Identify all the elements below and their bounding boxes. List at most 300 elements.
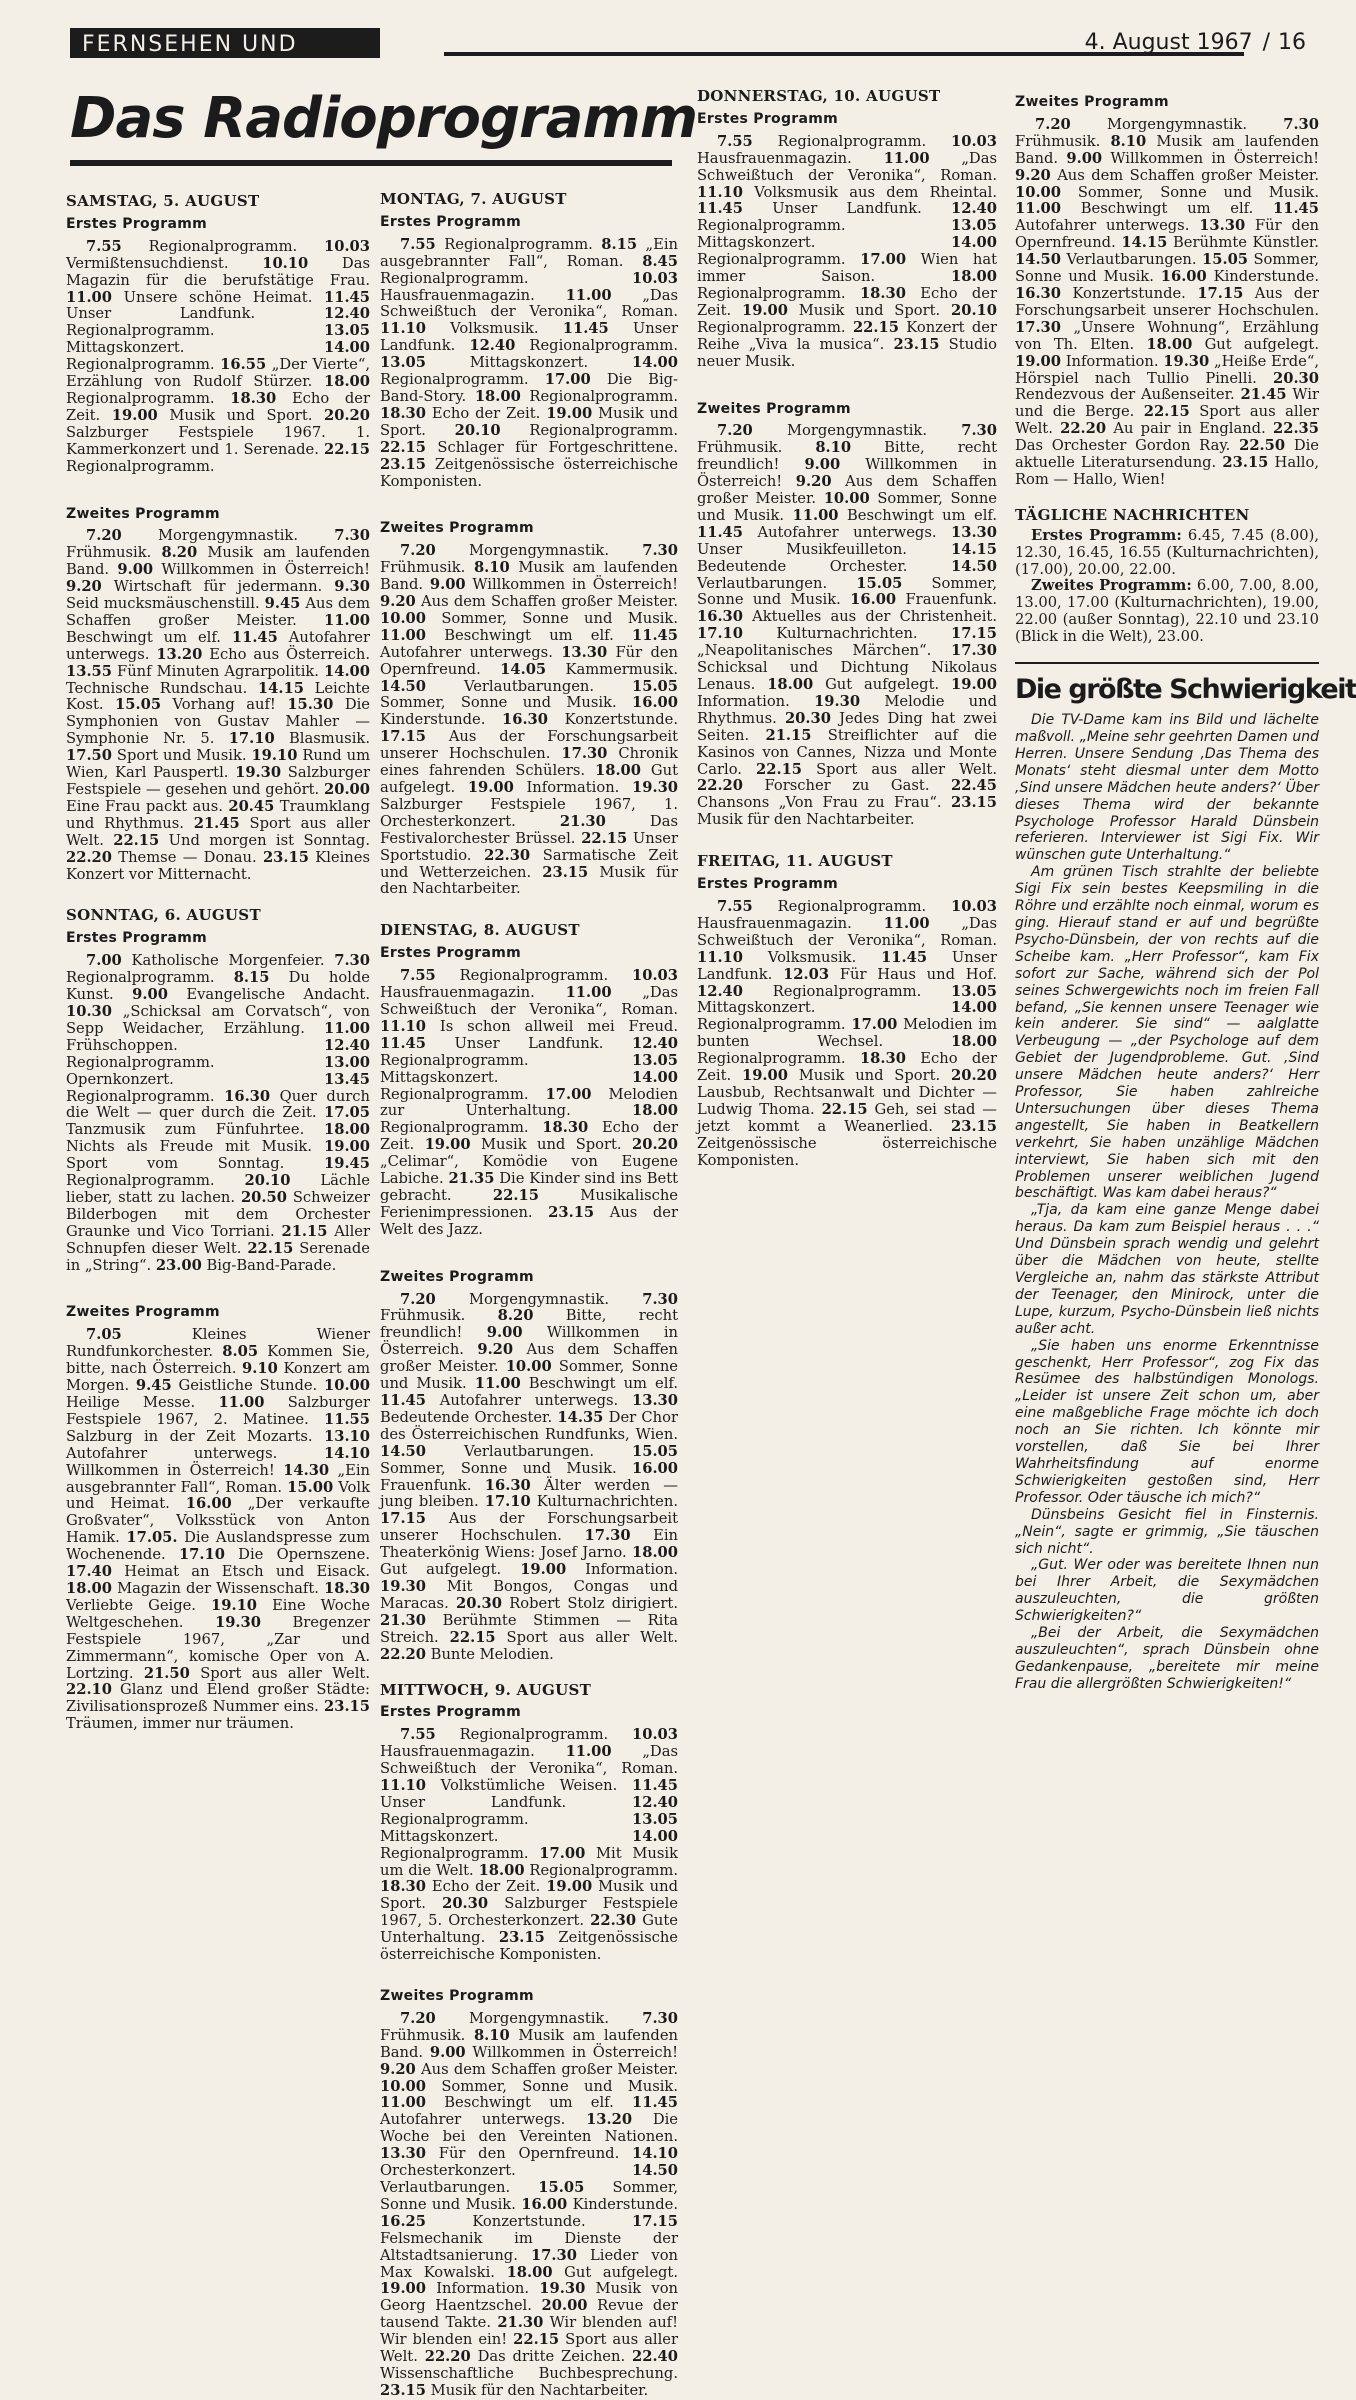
day-heading-dienstag: DIENSTAG, 8. AUGUST	[380, 921, 580, 940]
title-rule	[70, 160, 672, 166]
time-stamp: 17.15	[1197, 284, 1244, 302]
time-stamp: 9.00	[1066, 149, 1103, 167]
time-stamp: 19.30	[539, 2280, 586, 2298]
time-stamp: 19.00	[111, 406, 158, 424]
time-stamp: 21.30	[559, 812, 606, 830]
day-heading-mittwoch: MITTWOCH, 9. AUGUST	[380, 1680, 592, 1699]
time-stamp: 9.30	[334, 578, 370, 596]
time-stamp: 16.30	[484, 1476, 531, 1494]
time-stamp: 19.30	[814, 692, 861, 710]
time-stamp: 23.15	[1222, 454, 1269, 472]
time-stamp: 18.00	[324, 1121, 370, 1139]
time-stamp: 17.30	[1015, 318, 1061, 336]
time-stamp: 13.20	[156, 645, 203, 663]
time-stamp: 12.40	[469, 337, 516, 355]
time-stamp: 7.30	[334, 952, 370, 970]
time-stamp: 19.00	[520, 1561, 567, 1579]
time-stamp: 22.30	[484, 846, 531, 864]
time-stamp: 11.45	[1273, 200, 1319, 218]
time-stamp: 20.10	[244, 1172, 291, 1190]
time-stamp: 13.30	[632, 1392, 678, 1409]
time-stamp: 9.20	[477, 1341, 514, 1359]
program-label: Erstes Programm	[697, 110, 839, 127]
time-stamp: 13.10	[324, 1427, 370, 1445]
time-stamp: 9.00	[804, 456, 841, 474]
time-stamp: 9.20	[380, 2060, 416, 2078]
section-label: FERNSEHEN UND RADIO	[70, 28, 380, 58]
time-stamp: 11.10	[380, 1777, 426, 1795]
program-label: Erstes Programm	[697, 876, 839, 893]
news-first-program	[1015, 528, 1319, 579]
program-listing: 7.55 Regionalprogramm. 10.03 Hausfrauenmagazin. 11.00 „Das Schweißtuch der Veronika“, Roman. 11.10 Volkstümliche Weisen. 11.45 Unser Landfunk. 12.40 Regionalprogramm. 13.05 Mittagskonzert. 14.00 Regionalprogramm. 17.00 Mit Musik um die Welt. 18.00 Regionalprogramm. 18.30 Echo der Zeit. 19.00 Musik und Sport. 20.30 Salzburger Festspiele 1967, 5. Orchesterkonzert. 22.30 Gute Unterhaltung. 23.15 Zeitgenössische österreichische Komponisten.	[380, 1726, 678, 1964]
time-stamp: 15.05	[115, 696, 162, 714]
time-stamp: 18.00	[1146, 335, 1193, 353]
time-stamp: 11.00	[324, 611, 370, 629]
time-stamp: 14.50	[1015, 251, 1061, 269]
time-stamp: 18.30	[324, 1579, 370, 1597]
time-stamp: 15.05	[856, 574, 903, 592]
time-stamp: 14.00	[632, 354, 678, 372]
time-stamp: 11.00	[883, 914, 930, 932]
time-stamp: 19.00	[324, 1138, 370, 1156]
program-label: Erstes Programm	[66, 215, 208, 232]
program-label: Erstes Programm	[66, 930, 208, 947]
program-label: Zweites Programm	[697, 400, 851, 417]
time-stamp: 10.10	[262, 254, 309, 272]
program-label: Erstes Programm	[380, 213, 522, 230]
time-stamp: 8.10	[815, 439, 852, 457]
time-stamp: 15.30	[287, 696, 334, 714]
time-stamp: 10.03	[951, 132, 997, 150]
time-stamp: 17.15	[632, 2212, 678, 2230]
time-stamp: 17.30	[530, 2246, 577, 2264]
time-stamp: 20.20	[324, 406, 370, 424]
time-stamp: 19.45	[324, 1155, 370, 1173]
time-stamp: 7.30	[642, 2009, 678, 2027]
time-stamp: 23.15	[498, 1929, 545, 1947]
time-stamp: 16.00	[1160, 268, 1207, 286]
time-stamp: 18.00	[632, 1102, 678, 1120]
program-label: Erstes Programm	[380, 945, 522, 962]
time-stamp: 21.30	[380, 1611, 426, 1629]
time-stamp: 17.15	[380, 728, 426, 746]
time-stamp: 7.30	[642, 542, 678, 560]
program-label: Zweites Programm	[1015, 94, 1169, 110]
time-stamp: 20.30	[784, 709, 831, 727]
time-stamp: 23.15	[324, 1698, 370, 1716]
time-stamp: 11.00	[565, 984, 612, 1002]
time-stamp: 14.05	[500, 660, 547, 678]
time-stamp: 13.20	[586, 2111, 633, 2129]
time-stamp: 19.00	[951, 676, 997, 693]
time-stamp: 21.30	[497, 2314, 544, 2332]
time-stamp: 17.05.	[126, 1529, 178, 1547]
time-stamp: 20.30	[1273, 369, 1319, 387]
news-second-program	[1015, 578, 1319, 646]
time-stamp: 11.00	[380, 2094, 426, 2112]
time-stamp: 13.30	[951, 523, 997, 541]
program-label: Zweites Programm	[66, 1304, 220, 1321]
page-number: 16	[1278, 30, 1306, 55]
time-stamp: 19.10	[251, 747, 298, 765]
time-stamp: 11.45	[231, 628, 278, 646]
time-stamp: 7.20	[1035, 115, 1071, 133]
time-stamp: 14.50	[380, 677, 426, 695]
time-stamp: 15.05	[632, 677, 678, 695]
time-stamp: 9.45	[135, 1377, 172, 1395]
news-second-times: 6.00, 7.00, 8.00, 13.00, 17.00 (Kulturnachrichten), 19.00, 22.00 (außer Sonntag), 22.10 und 23.10 (Blick in die Welt), 23.00.	[1015, 577, 1320, 646]
time-stamp: 17.00	[545, 1085, 592, 1103]
time-stamp: 22.15	[492, 1186, 539, 1204]
time-stamp: 14.00	[324, 339, 370, 357]
time-stamp: 23.15	[951, 1117, 997, 1135]
time-stamp: 19.30	[235, 764, 282, 782]
time-stamp: 12.03	[783, 965, 830, 983]
time-stamp: 8.10	[473, 559, 510, 577]
program-label: Zweites Programm	[380, 1988, 534, 2004]
time-stamp: 7.20	[400, 1290, 436, 1308]
time-stamp: 11.00	[66, 288, 112, 306]
program-listing: 7.20 Morgengymnastik. 7.30 Frühmusik. 8.10 Musik am laufenden Band. 9.00 Willkommen in Österreich! 9.20 Aus dem Schaffen großer Meister. 10.00 Sommer, Sonne und Musik. 11.00 Beschwingt um elf. 11.45 Autofahrer unterwegs. 13.20 Die Woche bei den Vereinten Nationen. 13.30 Für den Opernfreund. 14.10 Orchesterkonzert. 14.50 Verlautbarungen. 15.05 Sommer, Sonne und Musik. 16.00 Kinderstunde. 16.25 Konzertstunde. 17.15 Felsmechanik im Dienste der Altstadtsanierung. 17.30 Lieder von Max Kowalski. 18.00 Gut aufgelegt. 19.00 Information. 19.30 Musik von Georg Haentzschel. 20.00 Revue der tausend Takte. 21.30 Wir blenden auf! Wir blenden ein! 22.15 Sport aus aller Welt. 22.20 Das dritte Zeichen. 22.40 Wissenschaftliche Buchbesprechung. 23.15 Musik für den Nachtarbeiter.	[380, 2009, 679, 2399]
time-stamp: 11.00	[1015, 200, 1061, 218]
time-stamp: 18.30	[859, 284, 906, 302]
time-stamp: 16.30	[502, 711, 548, 729]
time-stamp: 22.15	[113, 831, 160, 849]
time-stamp: 22.15	[852, 318, 899, 336]
time-stamp: 22.50	[1239, 437, 1286, 455]
issue-date	[1070, 30, 1306, 55]
time-stamp: 17.15	[380, 1510, 426, 1528]
date-separator: /	[1262, 30, 1270, 55]
time-stamp: 8.05	[222, 1343, 259, 1361]
time-stamp: 18.30	[380, 404, 426, 422]
time-stamp: 13.30	[380, 2145, 426, 2163]
news-first-label: Erstes Programm:	[1031, 526, 1182, 544]
time-stamp: 14.00	[632, 1827, 678, 1845]
time-stamp: 18.30	[542, 1119, 589, 1137]
time-stamp: 13.05	[632, 1051, 678, 1069]
time-stamp: 9.45	[264, 595, 301, 613]
time-stamp: 17.30	[584, 1527, 631, 1545]
time-stamp: 22.15	[513, 2331, 560, 2349]
time-stamp: 22.35	[1273, 420, 1319, 438]
time-stamp: 7.55	[400, 235, 436, 253]
time-stamp: 17.00	[851, 1016, 898, 1034]
time-stamp: 10.00	[324, 1377, 370, 1395]
time-stamp: 16.00	[521, 2195, 568, 2213]
feature-paragraph: Dünsbeins Gesicht fiel in Finsternis. „Nein“, sagte er grimmig, „Sie täuschen sich nicht“.	[1015, 1506, 1319, 1557]
time-stamp: 7.20	[400, 2009, 436, 2027]
time-stamp: 9.00	[486, 1324, 523, 1342]
time-stamp: 11.00	[324, 1019, 370, 1037]
time-stamp: 7.00	[86, 952, 122, 970]
time-stamp: 11.00	[792, 506, 839, 524]
time-stamp: 11.45	[632, 1777, 678, 1795]
time-stamp: 17.00	[544, 371, 591, 389]
time-stamp: 11.45	[697, 523, 743, 541]
program-label: Erstes Programm	[380, 1704, 522, 1721]
time-stamp: 22.15	[380, 438, 426, 456]
time-stamp: 17.00	[539, 1844, 586, 1862]
time-stamp: 23.15	[542, 863, 589, 881]
time-stamp: 14.00	[951, 999, 997, 1017]
time-stamp: 19.00	[741, 1067, 788, 1085]
time-stamp: 17.10	[228, 730, 275, 748]
time-stamp: 11.10	[380, 320, 426, 338]
date-text: 4. August 1967	[1084, 30, 1253, 55]
program-listing: 7.20 Morgengymnastik. 7.30 Frühmusik. 8.10 Bitte, recht freundlich! 9.00 Willkommen in Österreich! 9.20 Aus dem Schaffen großer Meister. 10.00 Sommer, Sonne und Musik. 11.00 Beschwingt um elf. 11.45 Autofahrer unterwegs. 13.30 Unser Musikfeuilleton. 14.15 Bedeutende Orchester. 14.50 Verlautbarungen. 15.05 Sommer, Sonne und Musik. 16.00 Frauenfunk. 16.30 Aktuelles aus der Christenheit. 17.10 Kulturnachrichten. 17.15 „Neapolitanisches Märchen“. 17.30 Schicksal und Dichtung Nikolaus Lenaus. 18.00 Gut aufgelegt. 19.00 Information. 19.30 Melodie und Rhythmus. 20.30 Jedes Ding hat zwei Seiten. 21.15 Streiflichter auf die Kasinos von Cannes, Nizza und Monte Carlo. 22.15 Sport aus aller Welt. 22.20 Forscher zu Gast. 22.45 Chansons „Von Frau zu Frau“. 23.15 Musik für den Nachtarbeiter.	[697, 422, 998, 829]
time-stamp: 16.55	[220, 356, 267, 374]
time-stamp: 20.30	[442, 1895, 489, 1913]
time-stamp: 17.50	[66, 747, 112, 765]
feature-rule	[1015, 662, 1319, 664]
time-stamp: 11.45	[697, 200, 743, 218]
news-second-label: Zweites Programm:	[1031, 577, 1192, 595]
time-stamp: 7.30	[961, 422, 997, 440]
time-stamp: 14.15	[257, 679, 304, 697]
time-stamp: 18.00	[767, 676, 814, 693]
column-2	[380, 191, 678, 2400]
time-stamp: 17.05	[324, 1104, 370, 1122]
time-stamp: 16.00	[632, 1459, 678, 1477]
time-stamp: 12.40	[632, 1793, 678, 1811]
time-stamp: 23.15	[262, 848, 309, 866]
time-stamp: 7.20	[717, 422, 753, 440]
time-stamp: 16.30	[1015, 284, 1061, 302]
time-stamp: 11.45	[881, 948, 928, 966]
feature-title: Die größte Schwierigkeit	[1015, 674, 1356, 706]
time-stamp: 12.40	[324, 1036, 370, 1054]
program-listing: 7.55 Regionalprogramm. 10.03 Vermißtensuchdienst. 10.10 Das Magazin für die berufstätige Frau. 11.00 Unsere schöne Heimat. 11.45 Unser Landfunk. 12.40 Regionalprogramm. 13.05 Mittagskonzert. 14.00 Regionalprogramm. 16.55 „Der Vierte“, Erzählung von Rudolf Stürzer. 18.00 Regionalprogramm. 18.30 Echo der Zeit. 19.00 Musik und Sport. 20.20 Salzburger Festspiele 1967. 1. Kammerkonzert und 1. Serenade. 22.15 Regionalprogramm.	[66, 237, 370, 475]
time-stamp: 11.45	[562, 320, 609, 338]
time-stamp: 9.10	[242, 1360, 278, 1378]
time-stamp: 9.20	[1015, 166, 1051, 184]
time-stamp: 20.10	[951, 301, 997, 319]
time-stamp: 22.10	[66, 1681, 112, 1699]
time-stamp: 11.00	[474, 1375, 521, 1393]
time-stamp: 8.10	[1110, 132, 1147, 150]
day-heading-montag: MONTAG, 7. AUGUST	[380, 190, 567, 208]
time-stamp: 13.05	[324, 322, 370, 340]
time-stamp: 22.15	[821, 1100, 868, 1118]
time-stamp: 22.20	[424, 2348, 471, 2366]
time-stamp: 9.20	[795, 473, 832, 491]
day-heading-freitag: FREITAG, 11. AUGUST	[697, 852, 893, 871]
time-stamp: 21.35	[448, 1170, 495, 1188]
time-stamp: 22.15	[247, 1239, 294, 1257]
time-stamp: 16.00	[185, 1495, 232, 1513]
time-stamp: 14.50	[632, 2162, 678, 2180]
time-stamp: 23.00	[155, 1256, 202, 1274]
time-stamp: 11.10	[380, 1017, 426, 1035]
time-stamp: 7.55	[400, 967, 436, 985]
time-stamp: 23.15	[548, 1203, 595, 1221]
time-stamp: 12.40	[324, 305, 370, 323]
time-stamp: 16.25	[380, 2212, 426, 2230]
column-1	[66, 193, 370, 1733]
program-listing: 7.55 Regionalprogramm. 8.15 „Ein ausgebrannter Fall“, Roman. 8.45 Regionalprogramm. 10.03 Hausfrauenmagazin. 11.00 „Das Schweißtuch der Veronika“, Roman. 11.10 Volksmusik. 11.45 Unser Landfunk. 12.40 Regionalprogramm. 13.05 Mittagskonzert. 14.00 Regionalprogramm. 17.00 Die Big-Band-Story. 18.00 Regionalprogramm. 18.30 Echo der Zeit. 19.00 Musik und Sport. 20.10 Regionalprogramm. 22.15 Schlager für Fortgeschrittene. 23.15 Zeitgenössische österreichische Komponisten.	[380, 235, 679, 490]
time-stamp: 17.10	[484, 1493, 531, 1511]
program-listing: 7.20 Morgengymnastik. 7.30 Frühmusik. 8.20 Bitte, recht freundlich! 9.00 Willkommen in Österreich. 9.20 Aus dem Schaffen großer Meister. 10.00 Sommer, Sonne und Musik. 11.00 Beschwingt um elf. 11.45 Autofahrer unterwegs. 13.30 Bedeutende Orchester. 14.35 Der Chor des Österreichischen Rundfunks, Wien. 14.50 Verlautbarungen. 15.05 Sommer, Sonne und Musik. 16.00 Frauenfunk. 16.30 Älter werden — jung bleiben. 17.10 Kulturnachrichten. 17.15 Aus der Forschungsarbeit unserer Hochschulen. 17.30 Ein Theaterkönig Wiens: Josef Jarno. 18.00 Gut aufgelegt. 19.00 Information. 19.30 Mit Bongos, Congas und Maracas. 20.30 Robert Stolz dirigiert. 21.30 Berühmte Stimmen — Rita Streich. 22.15 Sport aus aller Welt. 22.20 Bunte Melodien.	[380, 1290, 678, 1663]
time-stamp: 11.45	[380, 1034, 426, 1052]
program-listing: 7.55 Regionalprogramm. 10.03 Hausfrauenmagazin. 11.00 „Das Schweißtuch der Veronika“, Roman. 11.10 Volksmusik. 11.45 Unser Landfunk. 12.03 Für Haus und Hof. 12.40 Regionalprogramm. 13.05 Mittagskonzert. 14.00 Regionalprogramm. 17.00 Melodien im bunten Wechsel. 18.00 Regionalprogramm. 18.30 Echo der Zeit. 19.00 Musik und Sport. 20.20 Lausbub, Rechtsanwalt und Dichter — Ludwig Thoma. 22.15 Geh, sei stad — jetzt kommt a Weanerlied. 23.15 Zeitgenössische österreichische Komponisten.	[697, 897, 998, 1169]
page-title: Das Radioprogramm	[70, 86, 698, 151]
time-stamp: 15.00	[287, 1478, 334, 1496]
time-stamp: 19.00	[546, 1878, 593, 1896]
time-stamp: 17.10	[178, 1546, 225, 1564]
feature-paragraph: „Gut. Wer oder was bereitete Ihnen nun bei Ihrer Arbeit, die Sexymädchen auszuleuchten, die größten Schwierigkeiten?“	[1015, 1557, 1319, 1625]
time-stamp: 19.00	[467, 779, 514, 796]
news-heading: TÄGLICHE NACHRICHTEN	[1015, 505, 1250, 524]
time-stamp: 9.20	[380, 593, 416, 611]
time-stamp: 11.00	[218, 1394, 265, 1411]
time-stamp: 13.05	[951, 217, 997, 235]
time-stamp: 11.10	[697, 948, 743, 966]
time-stamp: 19.00	[741, 301, 788, 319]
time-stamp: 17.30	[561, 745, 608, 763]
time-stamp: 21.15	[765, 726, 812, 744]
time-stamp: 20.50	[240, 1188, 287, 1206]
time-stamp: 7.55	[86, 237, 122, 255]
program-listing: 7.20 Morgengymnastik. 7.30 Frühmusik. 8.20 Musik am laufenden Band. 9.00 Willkommen in Österreich! 9.20 Wirtschaft für jedermann. 9.30 Seid mucksmäuschenstill. 9.45 Aus dem Schaffen großer Meister. 11.00 Beschwingt um elf. 11.45 Autofahrer unterwegs. 13.20 Echo aus Österreich. 13.55 Fünf Minuten Agrarpolitik. 14.00 Technische Rundschau. 14.15 Leichte Kost. 15.05 Vorhang auf! 15.30 Die Symphonien von Gustav Mahler — Symphonie Nr. 5. 17.10 Blasmusik. 17.50 Sport und Musik. 19.10 Rund um Wien, Karl Pauspertl. 19.30 Salzburger Festspiele — gesehen und gehört. 20.00 Eine Frau packt aus. 20.45 Traumklang und Rhythmus. 21.45 Sport aus aller Welt. 22.15 Und morgen ist Sonntag. 22.20 Themse — Donau. 23.15 Kleines Konzert vor Mitternacht.	[66, 527, 371, 883]
time-stamp: 10.03	[951, 897, 997, 915]
time-stamp: 11.00	[380, 626, 426, 644]
time-stamp: 9.00	[429, 2043, 466, 2061]
time-stamp: 17.40	[66, 1563, 112, 1581]
time-stamp: 15.05	[632, 1442, 678, 1460]
time-stamp: 7.20	[86, 527, 122, 545]
time-stamp: 22.20	[380, 1645, 426, 1663]
time-stamp: 7.30	[1283, 115, 1319, 133]
time-stamp: 18.00	[506, 2263, 553, 2281]
time-stamp: 20.20	[632, 1136, 678, 1154]
time-stamp: 14.50	[951, 557, 997, 575]
time-stamp: 22.15	[449, 1628, 496, 1646]
time-stamp: 21.45	[193, 814, 240, 832]
time-stamp: 23.15	[380, 2381, 426, 2399]
time-stamp: 14.00	[951, 234, 997, 252]
time-stamp: 19.10	[211, 1596, 258, 1614]
feature-paragraph: „Bei der Arbeit, die Sexymädchen auszuleuchten“, sprach Dünsbein ohne Gedankenpause, „bereitete mir meine Frau die allergrößten Schwierigkeiten!“	[1015, 1625, 1319, 1692]
time-stamp: 16.30	[224, 1087, 271, 1105]
time-stamp: 10.00	[1015, 183, 1061, 201]
day-heading-donnerstag: DONNERSTAG, 10. AUGUST	[697, 87, 941, 105]
program-label: Zweites Programm	[66, 505, 220, 522]
time-stamp: 14.15	[1121, 234, 1168, 252]
time-stamp: 7.05	[86, 1326, 122, 1344]
time-stamp: 22.15	[581, 829, 628, 847]
time-stamp: 18.30	[859, 1050, 906, 1068]
time-stamp: 19.30	[214, 1613, 261, 1631]
news-first-times: 6.45, 7.45 (8.00), 12.30, 16.45, 16.55 (Kulturnachrichten), (17.00), 20.00, 22.00.	[1015, 526, 1319, 578]
time-stamp: 8.15	[601, 235, 638, 253]
time-stamp: 8.10	[473, 2026, 510, 2044]
time-stamp: 14.30	[283, 1461, 330, 1479]
time-stamp: 7.55	[400, 1726, 436, 1744]
time-stamp: 12.40	[697, 982, 743, 1000]
time-stamp: 22.40	[632, 2348, 678, 2366]
time-stamp: 8.45	[642, 252, 678, 270]
time-stamp: 21.45	[1240, 386, 1287, 404]
time-stamp: 11.00	[883, 149, 930, 167]
time-stamp: 22.15	[1143, 403, 1190, 421]
time-stamp: 11.45	[324, 288, 370, 306]
time-stamp: 11.00	[565, 286, 612, 304]
time-stamp: 7.55	[717, 897, 753, 915]
feature-paragraph: „Sie haben uns enorme Erkenntnisse geschenkt, Herr Professor“, zog Fix das Resümee des halbstündigen Monologs. „Leider ist unsere Zeit schon um, aber eine maßgebliche Frage möchte ich doch noch an Sie richten. Ich könnte mir vorstellen, daß Sie bei Ihrer Wahrheitsfindung auf enorme Schwierigkeiten gestoßen sind, Herr Professor. Oder täusche ich mich?“	[1015, 1337, 1319, 1506]
time-stamp: 10.00	[380, 609, 426, 627]
time-stamp: 8.15	[233, 969, 270, 987]
time-stamp: 16.00	[850, 591, 897, 609]
time-stamp: 23.15	[951, 794, 997, 812]
time-stamp: 11.55	[324, 1410, 370, 1428]
time-stamp: 14.00	[632, 1068, 678, 1086]
time-stamp: 21.15	[281, 1222, 328, 1240]
time-stamp: 7.55	[717, 132, 753, 150]
time-stamp: 23.15	[893, 335, 940, 353]
time-stamp: 15.05	[1202, 251, 1249, 269]
time-stamp: 22.20	[697, 777, 743, 795]
time-stamp: 14.50	[380, 1442, 426, 1460]
time-stamp: 16.00	[632, 694, 678, 712]
time-stamp: 10.00	[823, 490, 870, 508]
time-stamp: 14.35	[557, 1408, 604, 1426]
time-stamp: 12.40	[951, 200, 997, 218]
time-stamp: 13.55	[66, 662, 112, 680]
feature-paragraph: Die TV-Dame kam ins Bild und lächelte maßvoll. „Meine sehr geehrten Damen und Herren. Unsere Sendung ‚Das Thema des Monats‘ steht diesmal unter dem Motto ‚Sind unsere Mädchen heute anders?‘ Über dieses Thema wird der bekannte Psychologe Professor Harald Dünsbein referieren. Interviewer ist Sigi Fix. Wir wünschen gute Unterhaltung.“	[1015, 712, 1319, 864]
time-stamp: 13.00	[324, 1053, 370, 1071]
time-stamp: 18.00	[66, 1579, 112, 1597]
time-stamp: 9.00	[429, 576, 466, 594]
time-stamp: 18.30	[230, 389, 277, 407]
time-stamp: 10.00	[380, 2077, 426, 2095]
time-stamp: 12.40	[632, 1034, 678, 1052]
time-stamp: 18.00	[595, 762, 641, 780]
time-stamp: 11.45	[632, 626, 678, 644]
time-stamp: 10.03	[324, 237, 370, 255]
time-stamp: 19.00	[546, 404, 593, 422]
time-stamp: 18.00	[478, 1861, 525, 1879]
time-stamp: 19.00	[1015, 352, 1061, 370]
time-stamp: 20.00	[541, 2297, 588, 2315]
time-stamp: 17.15	[951, 625, 997, 643]
time-stamp: 9.20	[66, 578, 102, 596]
time-stamp: 19.30	[632, 779, 679, 796]
time-stamp: 14.00	[324, 662, 370, 680]
time-stamp: 18.00	[632, 1544, 678, 1562]
time-stamp: 20.10	[454, 421, 501, 439]
feature-paragraph: „Tja, da kam eine ganze Menge dabei heraus. Da kam zum Beispiel heraus . . .“ Und Dünsbein sprach wendig und gelehrt über die Mädchen von heute, stellte Vergleiche an, nahm das stärkste Attribut der Teenager, den Minirock, unter die Lupe, kurzum, Psycho-Dünsbein ließ nichts außer acht.	[1015, 1202, 1319, 1337]
time-stamp: 10.30	[66, 1002, 112, 1020]
time-stamp: 19.00	[380, 2280, 426, 2298]
time-stamp: 13.30	[561, 643, 608, 661]
time-stamp: 13.05	[951, 982, 997, 1000]
column-3	[697, 88, 997, 1169]
program-listing: 7.55 Regionalprogramm. 10.03 Hausfrauenmagazin. 11.00 „Das Schweißtuch der Veronika“, Roman. 11.10 Is schon allweil mei Freud. 11.45 Unser Landfunk. 12.40 Regionalprogramm. 13.05 Mittagskonzert. 14.00 Regionalprogramm. 17.00 Melodien zur Unterhaltung. 18.00 Regionalprogramm. 18.30 Echo der Zeit. 19.00 Musik und Sport. 20.20 „Celimar“, Komödie von Eugene Labiche. 21.35 Die Kinder sind ins Bett gebracht. 22.15 Musikalische Ferienimpressionen. 23.15 Aus der Welt des Jazz.	[380, 967, 679, 1238]
time-stamp: 19.30	[1163, 352, 1210, 370]
time-stamp: 22.20	[66, 848, 112, 866]
time-stamp: 11.10	[697, 183, 743, 201]
program-listing: 7.00 Katholische Morgenfeier. 7.30 Regionalprogramm. 8.15 Du holde Kunst. 9.00 Evangelische Andacht. 10.30 „Schicksal am Corvatsch“, von Sepp Weidacher, Erzählung. 11.00 Frühschoppen. 12.40 Regionalprogramm. 13.00 Opernkonzert. 13.45 Regionalprogramm. 16.30 Quer durch die Welt — quer durch die Zeit. 17.05 Tanzmusik zum Fünfuhrtee. 18.00 Nichts als Freude mit Musik. 19.00 Sport vom Sonntag. 19.45 Regionalprogramm. 20.10 Lächle lieber, statt zu lachen. 20.50 Schweizer Bilderbogen mit dem Orchester Graunke und Vico Torriani. 21.15 Aller Schnupfen dieser Welt. 22.15 Serenade in „String“. 23.00 Big-Band-Parade.	[66, 952, 371, 1274]
feature-paragraph: Am grünen Tisch strahlte der beliebte Sigi Fix sein bestes Keepsmiling in die Röhre und erzählte noch einmal, worum es ging. Hierauf stand er auf und begrüßte Psycho-Dünsbein, der von rechts auf die Scheibe kam. „Herr Professor“, kam Fix sofort zur Sache, während sich der Pol seines Schwergewichts noch im freien Fall befand, „Sie kennen unsere Teenager wie kein anderer. Sie sind“ — aalglatte Verbeugung — „der Psychologe auf dem Gebiet der Jugendprobleme. Gut. ‚Sind unsere Mädchen heute anders?‘ Herr Professor, Sie haben zahlreiche Untersuchungen über dieses Thema angestellt, Sie haben in Beatkellern verkehrt, Sie haben unzählige Mädchen interviewt, Sie haben sich mit den Problemen unserer weiblichen Jugend beschäftigt. Was kam dabei heraus?“	[1015, 864, 1319, 1202]
day-heading-sonntag: SONNTAG, 6. AUGUST	[66, 906, 261, 925]
time-stamp: 15.05	[538, 2178, 585, 2196]
time-stamp: 18.00	[951, 1033, 997, 1051]
time-stamp: 7.20	[400, 542, 436, 560]
time-stamp: 11.00	[565, 1743, 612, 1761]
time-stamp: 14.15	[951, 540, 997, 558]
column-4	[1015, 88, 1356, 1693]
